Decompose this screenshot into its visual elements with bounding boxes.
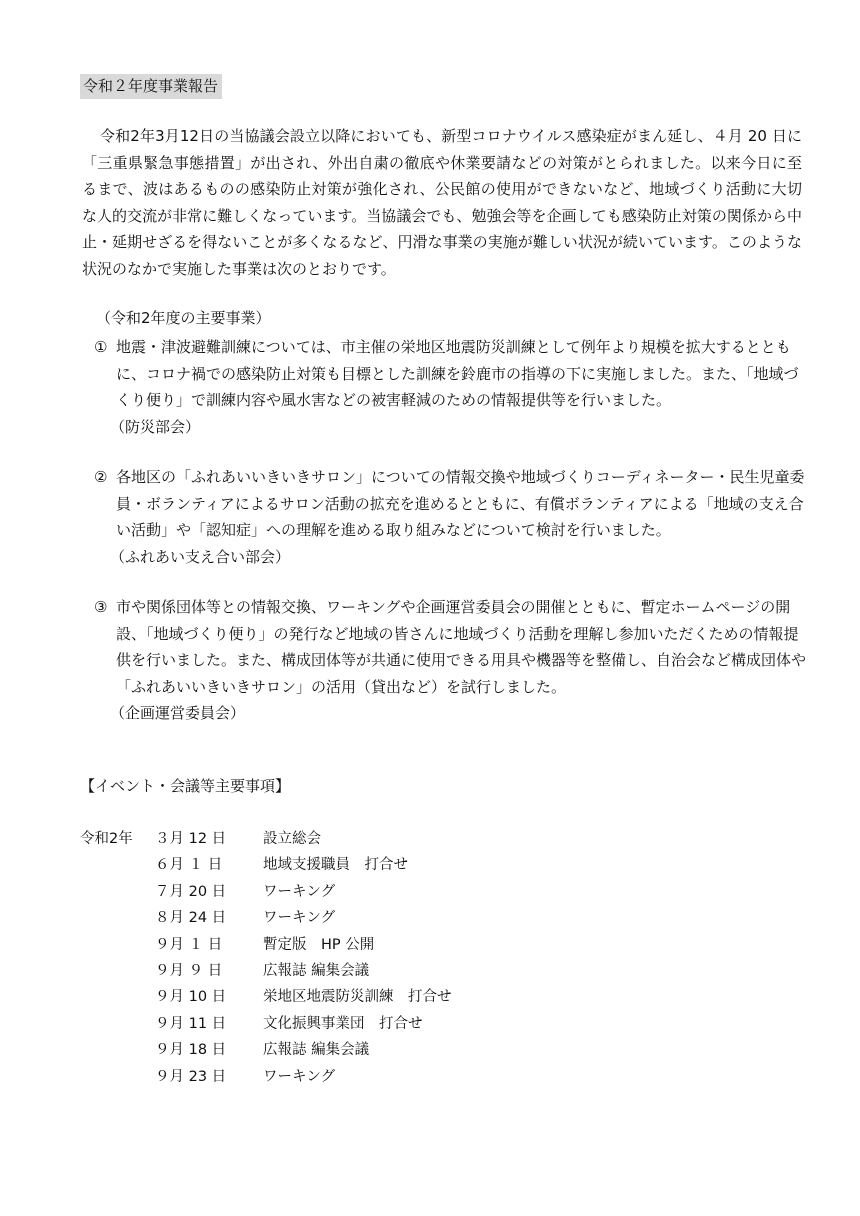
event-row bbox=[80, 826, 640, 852]
event-date: ９月 18 日 bbox=[155, 1042, 227, 1059]
event-description: ワーキング bbox=[263, 883, 336, 900]
event-row bbox=[80, 905, 640, 931]
project-text: 地震・津波避難訓練については、市主催の栄地区地震防災訓練として例年より規模を拡大するとともに、コロナ禍での感染防止対策も目標とした訓練を鈴鹿市の指導の下に実施しました。また、「地域づくり便り」で訓練内容や風水害などの被害軽減のための情報提供等を行いました。 bbox=[116, 338, 799, 409]
event-date: ７月 20 日 bbox=[155, 883, 227, 900]
project-item-3 bbox=[94, 594, 810, 727]
event-description: 広報誌 編集会議 bbox=[263, 962, 370, 979]
event-row bbox=[80, 932, 640, 958]
intro-paragraph: 令和2年3月12日の当協議会設立以降においても、新型コロナウイルス感染症がまん延し、４月 20 日に「三重県緊急事態措置」が出され、外出自粛の徹底や休業要請などの対策がとられました。以来今日に至るまで、波はあるものの感染防止対策が強化され、公民館の使用ができないなど、地域づくり活動に大切な人的交流が非常に難しくなっています。当協議会でも、勉強会等を企画しても感染防止対策の関係から中止・延期せざるを得ないことが多くなるなど、円滑な事業の実施が難しい状況が続いています。このような状況のなかで実施した事業は次のとおりです。 bbox=[82, 127, 802, 278]
event-description: 地域支援職員 打合せ bbox=[263, 857, 408, 874]
project-department: （企画運営委員会） bbox=[110, 704, 246, 722]
event-date: ９月 11 日 bbox=[155, 1015, 227, 1032]
event-date: ８月 24 日 bbox=[155, 910, 227, 927]
event-date: ９月 １ 日 bbox=[155, 936, 223, 953]
event-date: ９月 10 日 bbox=[155, 989, 227, 1006]
event-date: ９月 ９ 日 bbox=[155, 962, 223, 979]
project-number: ② bbox=[94, 468, 108, 486]
document-title: 令和２年度事業報告 bbox=[80, 74, 222, 99]
event-row bbox=[80, 1011, 640, 1037]
event-description: 広報誌 編集会議 bbox=[263, 1042, 370, 1059]
event-row bbox=[80, 1037, 640, 1063]
events-heading: 【イベント・会議等主要事項】 bbox=[80, 777, 291, 795]
project-item-1 bbox=[94, 334, 810, 440]
project-item-2 bbox=[94, 464, 810, 570]
event-date: ３月 12 日 bbox=[155, 831, 227, 847]
event-description: 暫定版 HP 公開 bbox=[263, 936, 375, 953]
event-description: ワーキング bbox=[263, 910, 336, 927]
event-description: 栄地区地震防災訓練 打合せ bbox=[263, 989, 452, 1006]
project-text: 市や関係団体等との情報交換、ワーキングや企画運営委員会の開催とともに、暫定ホームページの開設、「地域づくり便り」の発行など地域の皆さんに地域づくり活動を理解し参加いただくための情報提供を行いました。また、構成団体等が共通に使用できる用具や機器等を整備し、自治会など構成団体や「ふれあいいきいきサロン」の活用（貸出など）を試行しました。 bbox=[116, 598, 807, 696]
project-department: （ふれあい支え合い部会） bbox=[110, 547, 291, 566]
event-row bbox=[80, 852, 640, 878]
event-description: ワーキング bbox=[263, 1068, 336, 1085]
events-list bbox=[80, 826, 640, 1090]
event-year: 令和2年 bbox=[80, 831, 133, 847]
project-text: 各地区の「ふれあいいきいきサロン」についての情報交換や地域づくりコーディネーター・民生児童委員・ボランティアによるサロン活動の拡充を進めるとともに、有償ボランティアによる「地域の支え合い活動」や「認知症」への理解を進める取り組みなどについて検討を行いました。 bbox=[116, 468, 805, 539]
event-row bbox=[80, 958, 640, 984]
event-row bbox=[80, 984, 640, 1010]
event-row bbox=[80, 1064, 640, 1090]
event-date: ６月 １ 日 bbox=[155, 857, 223, 874]
event-description: 設立総会 bbox=[263, 831, 321, 847]
project-department: （防災部会） bbox=[110, 417, 201, 436]
project-number: ① bbox=[94, 338, 108, 356]
main-projects-heading: （令和2年度の主要事業） bbox=[96, 309, 271, 327]
event-row bbox=[80, 879, 640, 905]
event-date: ９月 23 日 bbox=[155, 1068, 227, 1085]
event-description: 文化振興事業団 打合せ bbox=[263, 1015, 423, 1032]
project-number: ③ bbox=[94, 598, 108, 616]
